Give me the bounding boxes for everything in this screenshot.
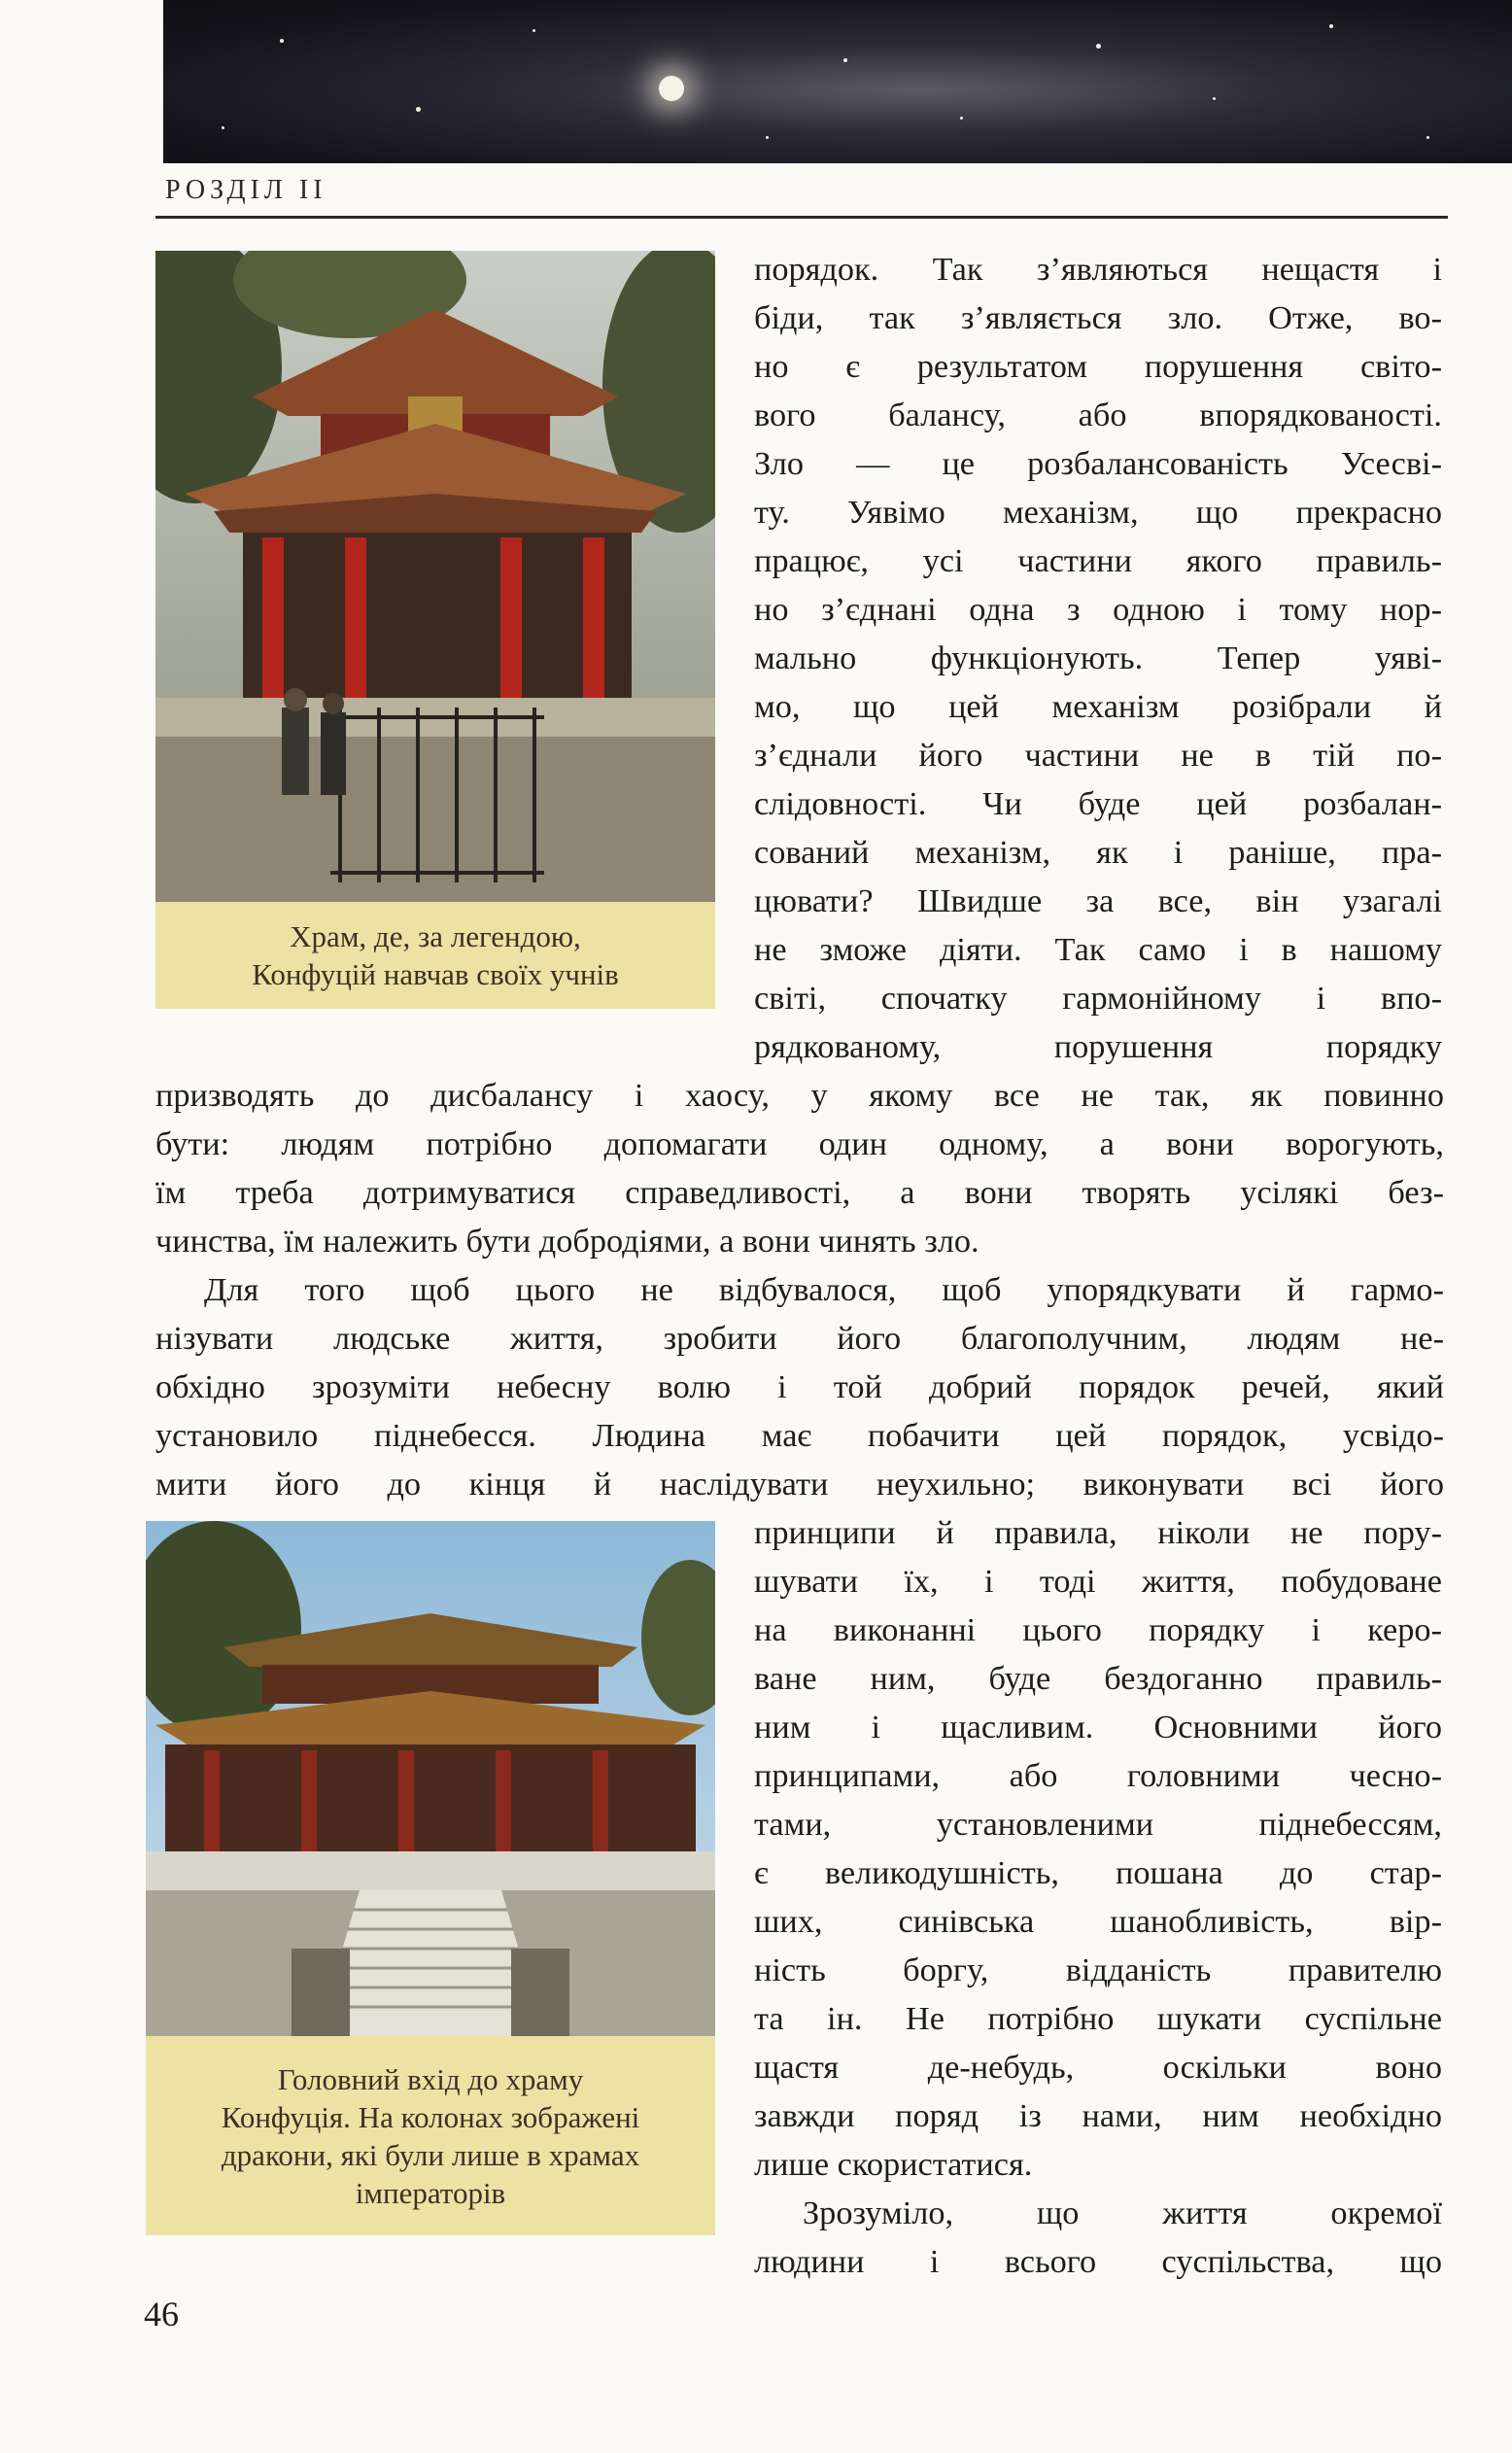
section-label: РОЗДІЛ II xyxy=(165,175,327,205)
text-line: сований механізм, як і раніше, пра- xyxy=(754,834,1442,871)
text-line: мально функціонують. Тепер уяві- xyxy=(754,639,1442,676)
text-line: завжди поряд із нами, ним необхідно xyxy=(754,2097,1442,2134)
caption-line: імператорів xyxy=(355,2175,506,2210)
text-line: мо, що цей механізм розібрали й xyxy=(754,688,1442,725)
text-line: ним і щасливим. Основними його xyxy=(754,1709,1442,1745)
text-line: рядкованому, порушення порядку xyxy=(754,1028,1442,1065)
text-line: обхідно зрозуміти небесну волю і той добрий порядок речей, який xyxy=(155,1368,1444,1405)
header-banner-image xyxy=(163,0,1512,163)
text-line: установило піднебесся. Людина має побачити цей порядок, усвідо- xyxy=(155,1417,1444,1454)
text-line: не зможе діяти. Так само і в нашому xyxy=(754,931,1442,968)
text-line: Зрозуміло, що життя окремої xyxy=(803,2194,1442,2231)
caption-line: Храм, де, за легендою, xyxy=(290,919,581,953)
text-line: їм треба дотримуватися справедливості, а вони творять усілякі без- xyxy=(155,1174,1444,1211)
text-line: ність боргу, відданість правителю xyxy=(754,1952,1442,1988)
text-line: шувати їх, і тоді життя, побудоване xyxy=(754,1563,1442,1600)
text-line: Зло — це розбалансованість Усесві- xyxy=(754,445,1442,482)
caption-line: дракони, які були лише в храмах xyxy=(221,2137,640,2172)
text-line: людини і всього суспільства, що xyxy=(754,2243,1442,2280)
text-line: принципами, або головними чесно- xyxy=(754,1757,1442,1794)
caption-line: Конфуція. На колонах зображені xyxy=(221,2099,640,2134)
text-line: ших, синівська шанобливість, вір- xyxy=(754,1903,1442,1940)
text-line: світі, спочатку гармонійному і впо- xyxy=(754,980,1442,1017)
text-line: вого балансу, або впорядкованості. xyxy=(754,397,1442,433)
text-line: порядок. Так з’являються нещастя і xyxy=(754,251,1442,288)
paragraph-1-full-width xyxy=(155,1071,1444,1265)
text-line: щастя де-небудь, оскільки воно xyxy=(754,2049,1442,2086)
page-number: 46 xyxy=(144,2295,179,2333)
text-line: призводять до дисбалансу і хаосу, у якому все не так, як повинно xyxy=(155,1077,1444,1114)
text-line: працює, усі частини якого правиль- xyxy=(754,542,1442,579)
caption-line: Конфуцій навчав своїх учнів xyxy=(252,957,619,991)
text-line: но є результатом порушення світо- xyxy=(754,348,1442,385)
text-line: ване ним, буде бездоганно правиль- xyxy=(754,1660,1442,1697)
paragraph-2-full-width xyxy=(155,1265,1444,1508)
header-divider xyxy=(155,216,1448,219)
figure-temple-main-entrance xyxy=(146,1521,715,2235)
text-line: Для того щоб цього не відбувалося, щоб упорядкувати й гармо- xyxy=(204,1271,1444,1308)
text-line: на виконанні цього порядку і керо- xyxy=(754,1611,1442,1648)
text-line: бути: людям потрібно допомагати один одному, а вони ворогують, xyxy=(155,1125,1444,1162)
figure-temple-confucius-taught xyxy=(155,251,715,1009)
text-line: нізувати людське життя, зробити його благополучним, людям не- xyxy=(155,1320,1444,1357)
paragraph-3-right-column xyxy=(754,2189,1442,2286)
text-line: но з’єднані одна з одною і тому нор- xyxy=(754,591,1442,628)
text-line: біди, так з’являється зло. Отже, во- xyxy=(754,299,1442,336)
text-line: чинства, їм належить бути добродіями, а вони чинять зло. xyxy=(155,1223,979,1260)
figure-caption xyxy=(155,902,715,1009)
figure-caption xyxy=(146,2036,715,2235)
text-line: мити його до кінця й наслідувати неухильно; виконувати всі його xyxy=(155,1466,1444,1503)
paragraph-2-right-column xyxy=(754,1508,1442,2189)
paragraph-1-right-column xyxy=(754,245,1442,1071)
temple-entrance-photo xyxy=(146,1521,715,2036)
text-line: цювати? Швидше за все, він узагалі xyxy=(754,882,1442,919)
caption-line: Головний вхід до храму xyxy=(277,2061,584,2096)
text-line: лише скористатися. xyxy=(754,2146,1033,2183)
text-line: принципи й правила, ніколи не пору- xyxy=(754,1514,1442,1551)
text-line: ту. Уявімо механізм, що прекрасно xyxy=(754,494,1442,531)
text-line: тами, установленими піднебессям, xyxy=(754,1806,1442,1843)
text-line: з’єднали його частини не в тій по- xyxy=(754,737,1442,774)
text-line: слідовності. Чи буде цей розбалан- xyxy=(754,785,1442,822)
text-line: є великодушність, пошана до стар- xyxy=(754,1854,1442,1891)
temple-photo xyxy=(155,251,715,902)
text-line: та ін. Не потрібно шукати суспільне xyxy=(754,2000,1442,2037)
